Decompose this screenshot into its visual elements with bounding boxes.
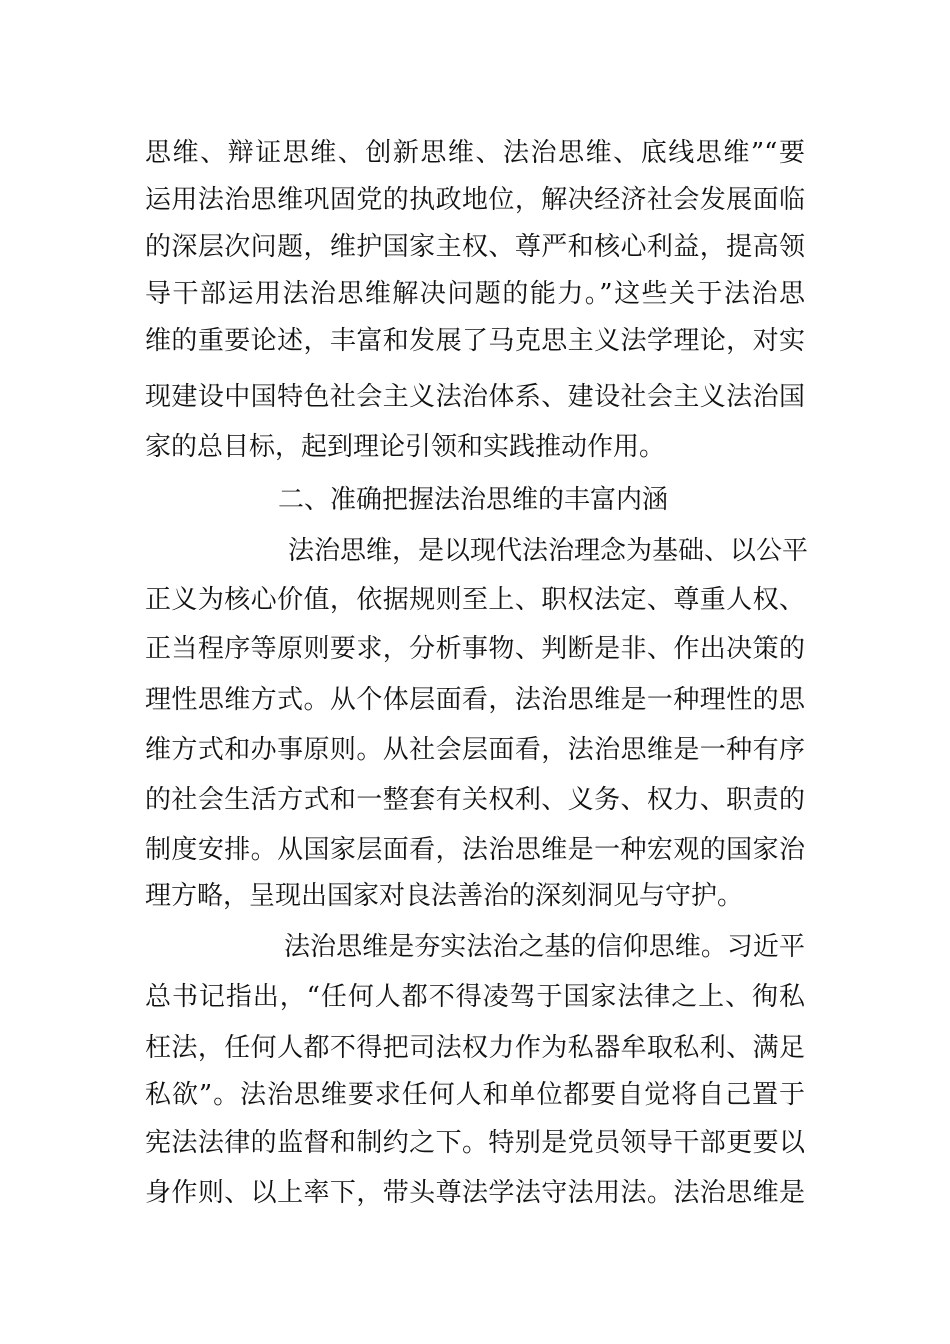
paragraph1-line-1: 思维、辩证思维、创新思维、法治思维、底线思维”“要 [145,138,805,168]
paragraph3-line-6: 身作则、以上率下，带头尊法学法守法用法。法治思维是 [145,1178,805,1208]
paragraph1-line-2: 运用法治思维巩固党的执政地位，解决经济社会发展面临 [145,185,805,215]
paragraph2-line-7: 制度安排。从国家层面看，法治思维是一种宏观的国家治 [145,835,805,865]
paragraph2-line-4: 理性思维方式。从个体层面看，法治思维是一种理性的思 [145,685,805,715]
paragraph2-line-6: 的社会生活方式和一整套有关权利、义务、权力、职责的 [145,785,805,815]
paragraph2-line-3: 正当程序等原则要求，分析事物、判断是非、作出决策的 [145,634,805,664]
paragraph3-line-4: 私欲”。法治思维要求任何人和单位都要自觉将自己置于 [145,1080,805,1110]
paragraph1-line-7: 家的总目标，起到理论引领和实践推动作用。 [145,432,666,462]
section-heading: 二、准确把握法治思维的丰富内涵 [278,485,669,515]
paragraph1-line-3: 的深层次问题，维护国家主权、尊严和核心利益，提高领 [145,232,805,262]
paragraph3-line-3: 枉法，任何人都不得把司法权力作为私器牟取私利、满足 [145,1033,805,1063]
paragraph2-line-1: 法治思维，是以现代法治理念为基础、以公平 [288,536,809,566]
paragraph1-line-4: 导干部运用法治思维解决问题的能力。”这些关于法治思 [145,279,805,309]
paragraph2-line-2: 正义为核心价值，依据规则至上、职权法定、尊重人权、 [145,585,805,615]
paragraph2-line-5: 维方式和办事原则。从社会层面看，法治思维是一种有序 [145,735,805,765]
paragraph3-line-2: 总书记指出，“任何人都不得凌驾于国家法律之上、徇私 [145,982,805,1012]
paragraph2-line-8: 理方略，呈现出国家对良法善治的深刻洞见与守护。 [145,881,744,911]
paragraph3-line-5: 宪法法律的监督和制约之下。特别是党员领导干部更要以 [145,1128,805,1158]
paragraph1-line-5: 维的重要论述，丰富和发展了马克思主义法学理论，对实 [145,326,805,356]
paragraph1-line-6: 现建设中国特色社会主义法治体系、建设社会主义法治国 [145,382,805,412]
paragraph3-line-1: 法治思维是夯实法治之基的信仰思维。习近平 [284,932,805,962]
